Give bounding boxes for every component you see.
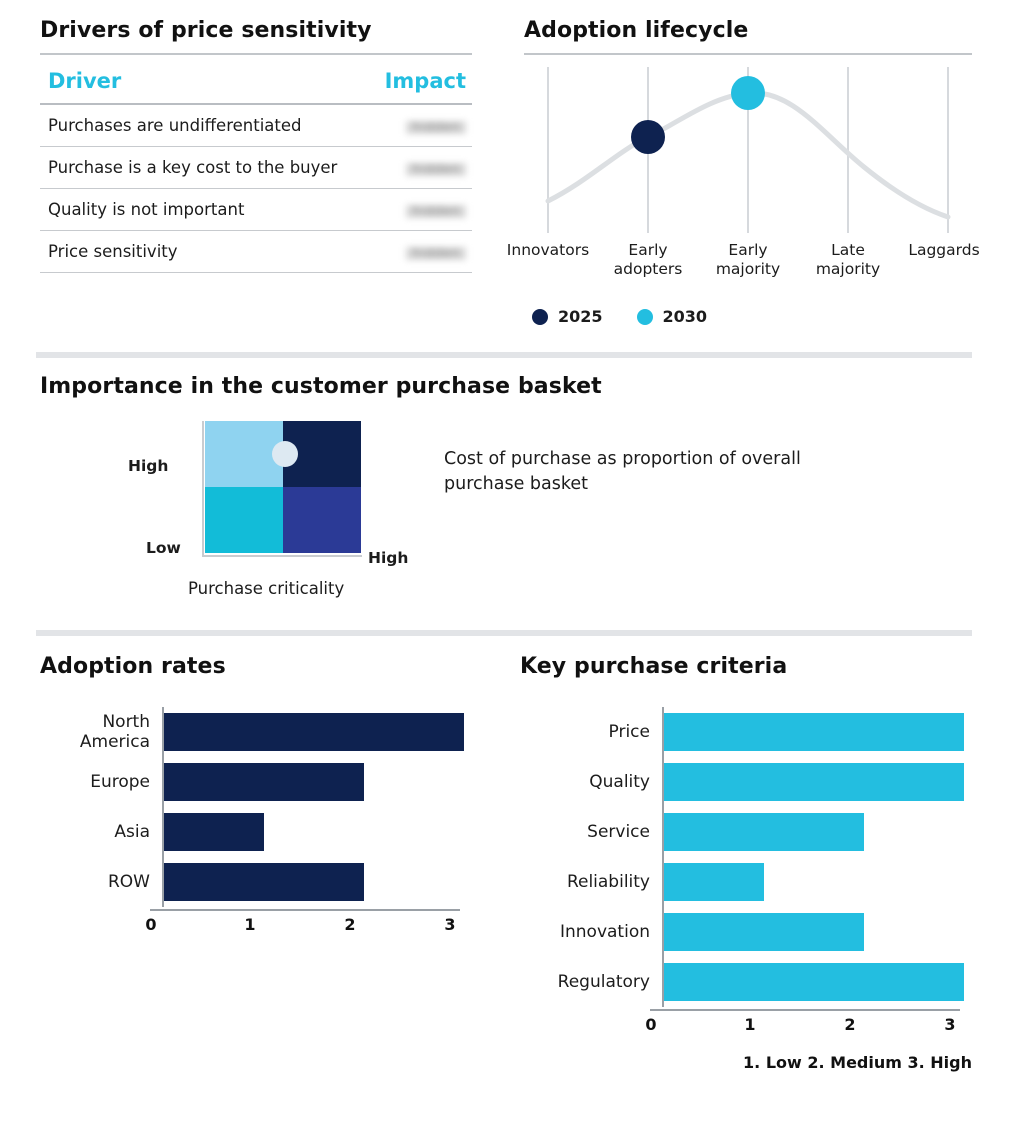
axis-tick-2: 2 [344,915,356,934]
impact-redacted-value: hidden [406,246,466,261]
matrix-x-high-label: High [368,549,409,567]
table-row [40,231,472,273]
drivers-panel [40,18,472,273]
impact-redacted-value: hidden [406,120,466,135]
matrix-position-marker [272,441,298,467]
basket-panel-title: Importance in the customer purchase basket [40,374,602,399]
lifecycle-panel-title: Adoption lifecycle [524,18,749,43]
legend-label: 2030 [662,307,708,326]
bar-track [162,707,474,757]
bar-value [664,913,864,951]
bar-track [662,757,974,807]
matrix-y-high-label: High [128,457,169,475]
legend-item-2025 [532,307,603,326]
axis-tick-1: 1 [744,1015,756,1034]
adoption-axis [40,909,480,937]
bar-value [664,763,964,801]
bar-track [662,857,974,907]
drivers-panel-title: Drivers of price sensitivity [40,18,372,43]
section-divider-bottom [36,630,972,636]
bar-value [664,963,964,1001]
bar-category-label: Europe [90,772,150,792]
matrix-y-low-label: Low [146,539,181,557]
bar-category-label: Price [608,722,650,742]
impact-cell [368,147,472,189]
bar-value [664,713,964,751]
impact-cell [368,231,472,273]
adoption-rates-panel [40,654,480,937]
bar-row [40,757,480,807]
bar-row [520,957,976,1007]
bar-value [664,813,864,851]
legend-label: 2025 [558,307,603,326]
basket-panel [40,374,976,621]
driver-cell: Price sensitivity [40,231,368,273]
impact-redacted-value: hidden [406,162,466,177]
bar-category-label: Service [587,822,650,842]
lifecycle-panel [506,18,980,326]
bar-row [40,807,480,857]
matrix-y-axis [202,421,204,557]
bar-row [520,807,976,857]
bar-track [662,807,974,857]
adoption-axis-ticks [145,911,460,937]
matrix-cell-low-high [283,487,361,553]
section-divider-top [36,352,972,358]
marker-2030 [731,76,765,110]
impact-cell [368,104,472,147]
matrix-x-axis [202,555,362,557]
column-header-impact: Impact [368,61,472,104]
axis-tick-0: 0 [645,1015,657,1034]
lifecycle-chart [524,61,972,239]
bar-track [662,907,974,957]
matrix-cell-low-low [205,487,283,553]
criteria-scale-note: 1. Low 2. Medium 3. High [743,1053,972,1072]
marker-2025 [631,120,665,154]
drivers-table [40,61,472,273]
lifecycle-category-labels [506,241,980,297]
bar-track [162,807,474,857]
adoption-rates-chart [40,707,480,937]
bar-track [162,857,474,907]
axis-tick-1: 1 [244,915,256,934]
bar-row [40,857,480,907]
bar-category-label: North America [79,712,150,752]
bar-value [164,863,364,901]
basket-matrix-wrap [40,421,976,621]
bar-value [664,863,764,901]
bar-value [164,713,464,751]
bar-row [520,907,976,957]
lifecycle-line-chart-svg [524,61,972,239]
bar-category-label: Regulatory [557,972,650,992]
criteria-axis-ticks [645,1011,960,1037]
adoption-rates-title: Adoption rates [40,654,226,679]
basket-note-text: Cost of purchase as proportion of overall purchase basket [444,449,801,494]
driver-cell: Purchase is a key cost to the buyer [40,147,368,189]
impact-redacted-value: hidden [406,204,466,219]
lifecycle-label-early-majority: Early majority [715,241,781,278]
bar-category-label: ROW [107,872,150,892]
key-purchase-criteria-chart [520,707,976,1072]
bar-row [40,707,480,757]
key-purchase-criteria-title: Key purchase criteria [520,654,788,679]
legend-dot-icon [637,309,653,325]
bar-track [662,957,974,1007]
legend-item-2030 [637,307,708,326]
lifecycle-legend [532,307,972,326]
legend-dot-icon [532,309,548,325]
bar-row [520,707,976,757]
bar-row [520,757,976,807]
table-row [40,189,472,231]
bar-value [164,813,264,851]
lifecycle-label-early-adopters: Early adopters [613,241,683,278]
axis-tick-3: 3 [944,1015,956,1034]
table-row [40,147,472,189]
lifecycle-label-laggards: Laggards [908,241,980,259]
bar-category-label: Reliability [566,872,650,892]
axis-tick-0: 0 [145,915,157,934]
lifecycle-label-late-majority: Late majority [815,241,881,278]
key-purchase-criteria-panel [520,654,976,1072]
lifecycle-label-innovators: Innovators [506,241,590,259]
driver-cell: Purchases are undifferentiated [40,104,368,147]
impact-cell [368,189,472,231]
column-header-driver: Driver [40,61,368,104]
drivers-table-header-row [40,61,472,104]
lifecycle-title-divider [524,53,972,55]
bar-track [662,707,974,757]
criteria-axis [520,1009,976,1037]
bar-category-label: Asia [114,822,150,842]
bar-category-label: Quality [589,772,650,792]
table-row [40,104,472,147]
bar-category-label: Innovation [559,922,650,942]
bar-track [162,757,474,807]
matrix-x-axis-title: Purchase criticality [188,579,345,598]
axis-tick-2: 2 [844,1015,856,1034]
driver-cell: Quality is not important [40,189,368,231]
bar-value [164,763,364,801]
bar-row [520,857,976,907]
drivers-title-divider [40,53,472,55]
axis-tick-3: 3 [444,915,456,934]
